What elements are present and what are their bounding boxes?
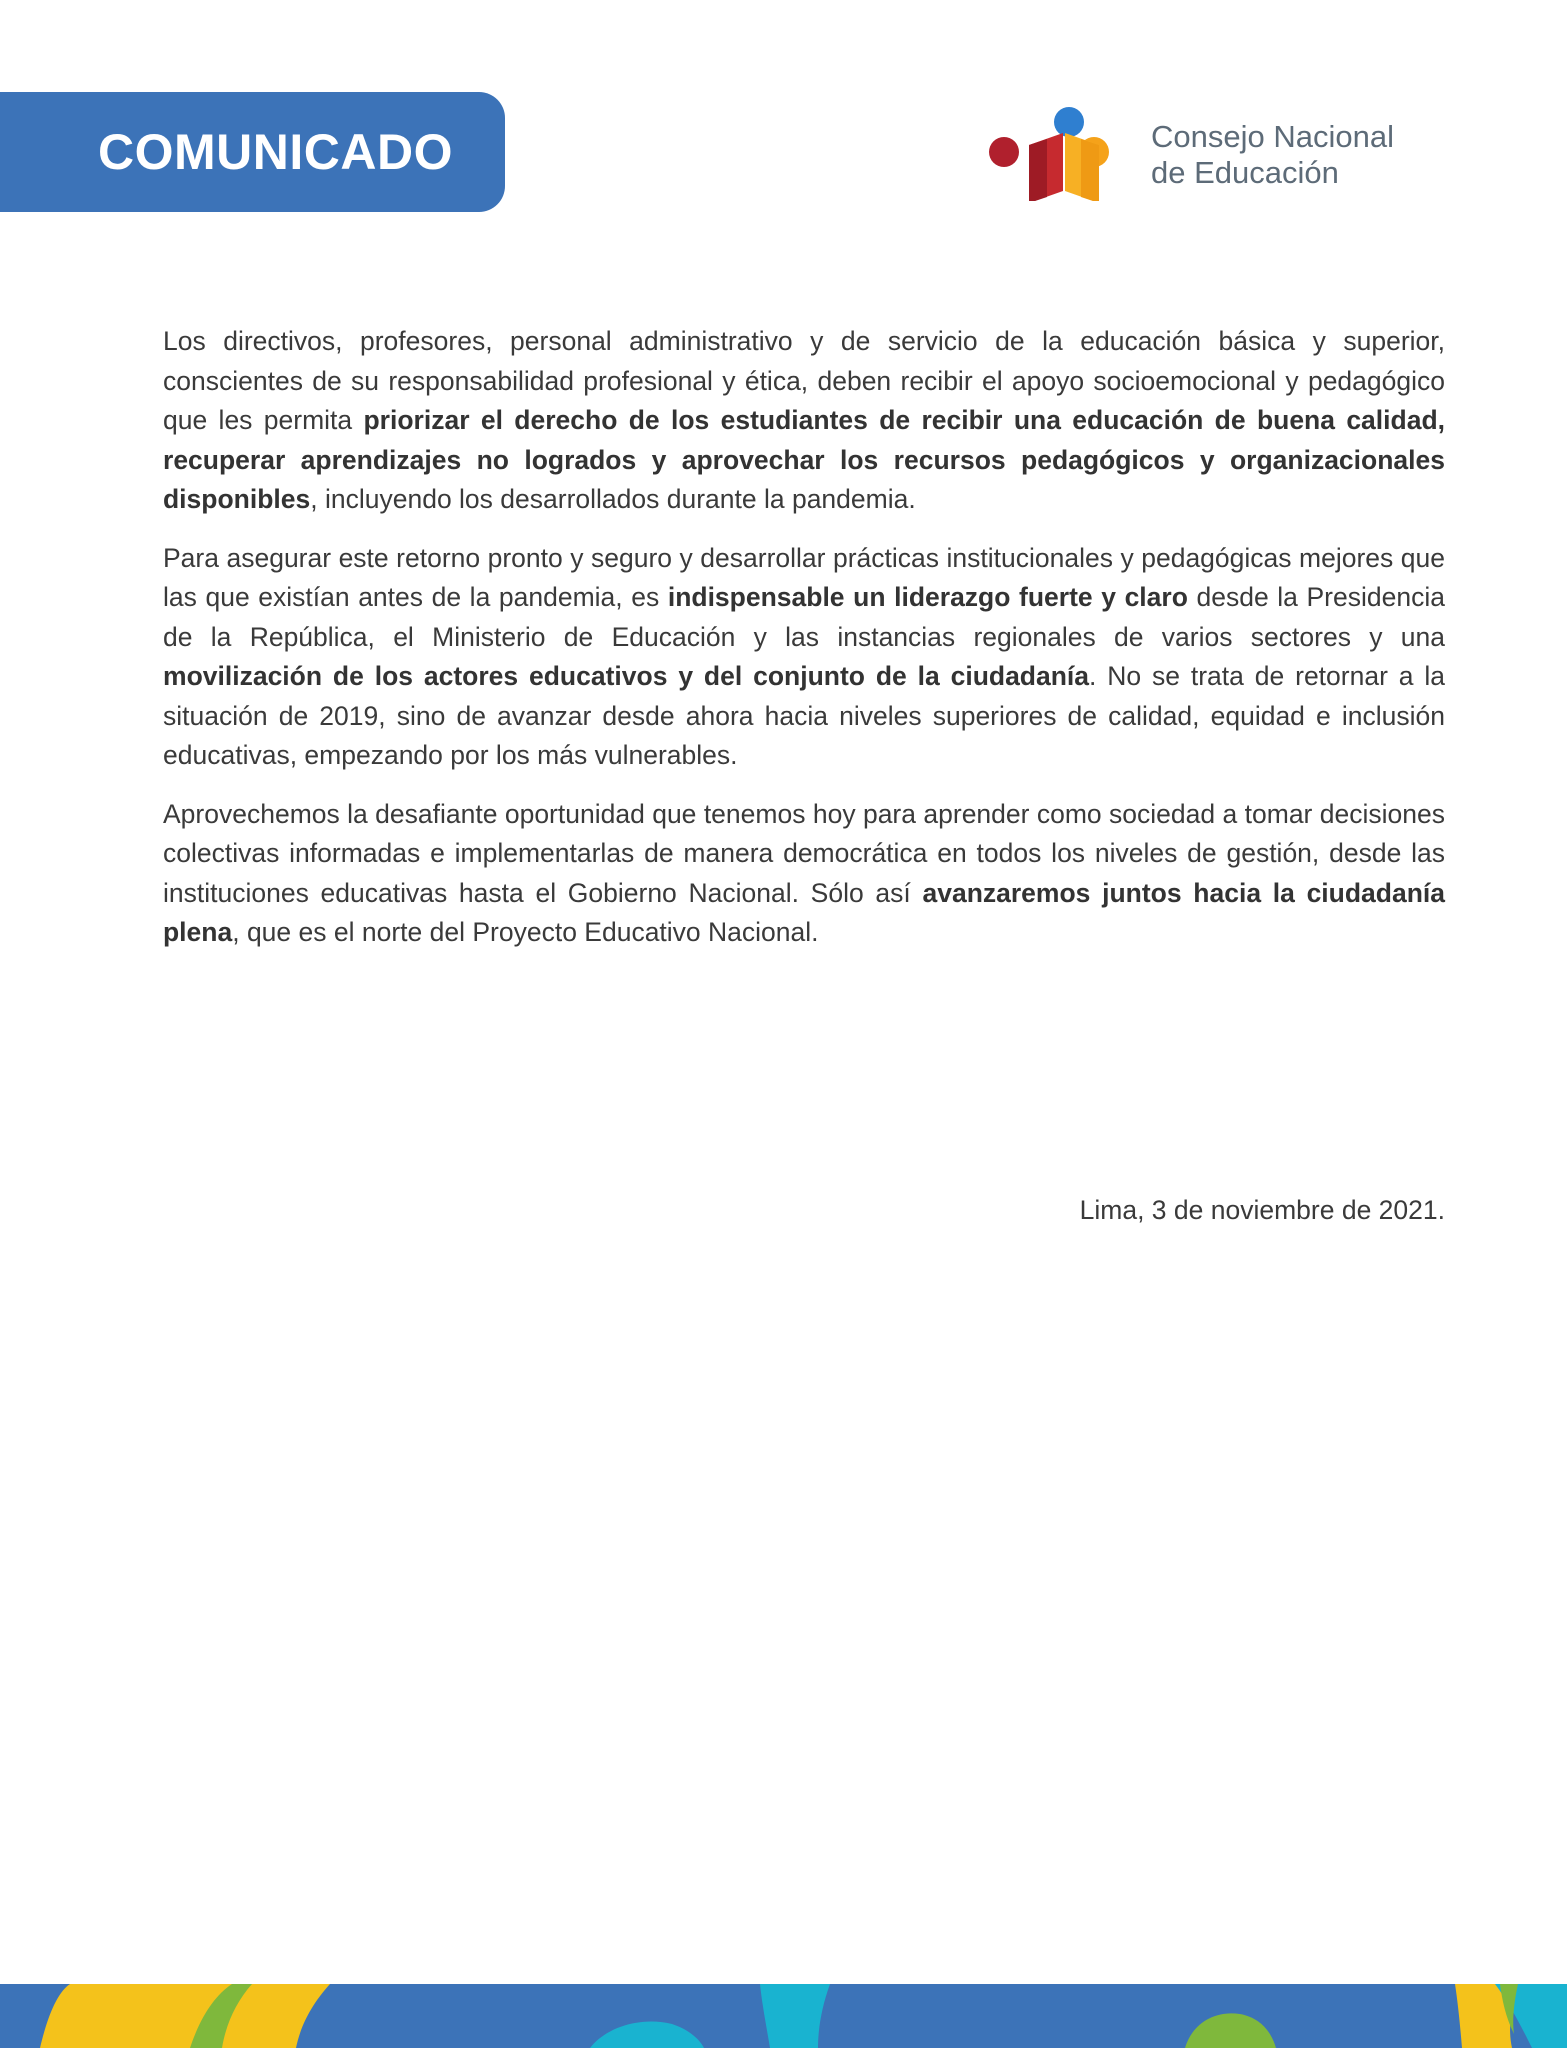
- p2-text-3: . No se trata de retornar a la situación de 2019, sino de avanzar desde ahora hacia niveles superiores de calidad, equidad e inclusión educativas, empezando por los más vulnerables.: [163, 661, 1446, 770]
- footer-decoration: [0, 1984, 1567, 2048]
- p1-bold-1: priorizar el derecho de los estudiantes de recibir una educación de buena calidad, recuperar aprendizajes no logrados y aprovechar los recursos pedagógicos y organizacionales disponibles: [163, 405, 1445, 514]
- logo-line-2: de Educación: [1151, 155, 1339, 190]
- p3-text-2: , que es el norte del Proyecto Educativo Nacional.: [232, 917, 819, 947]
- logo-text: [1151, 119, 1394, 191]
- banner-title: COMUNICADO: [98, 124, 453, 180]
- p2-bold-2: movilización de los actores educativos y del conjunto de la ciudadanía: [163, 661, 1090, 691]
- p2-text-2: desde la Presidencia de la República, el Ministerio de Educación y las instancias regionales de varios sectores y una: [163, 582, 1445, 652]
- date-signoff: Lima, 3 de noviembre de 2021.: [1079, 1195, 1445, 1225]
- logo-line-1: Consejo Nacional: [1151, 119, 1394, 154]
- p2-bold-1: indispensable un liderazgo fuerte y claro: [667, 582, 1188, 612]
- p1-text-1: Los directivos, profesores, personal administrativo y de servicio de la educación básica y superior, conscientes de su responsabilidad profesional y ética, deben recibir el apoyo socioemocional y pedagógico que les permita: [163, 326, 1445, 435]
- cne-logo: [985, 105, 1415, 205]
- p2-text-1: Para asegurar este retorno pronto y seguro y desarrollar prácticas institucionales y pedagógicas mejores que las que existían antes de la pandemia, es: [163, 542, 1445, 612]
- p3-text-1: Aprovechemos la desafiante oportunidad que tenemos hoy para aprender como sociedad a tomar decisiones colectivas informadas e implementarlas de manera democrática en todos los niveles de gestión, desde las instituciones educativas hasta el Gobierno Nacional. Sólo así: [163, 798, 1445, 908]
- paragraph-1: [163, 322, 1445, 520]
- header-banner: [0, 92, 505, 212]
- paragraph-2: [163, 539, 1445, 776]
- logo-red-dot: [989, 137, 1019, 167]
- logo-blue-dot: [1054, 107, 1084, 137]
- p3-bold-1: avanzaremos juntos hacia la ciudadanía plena: [163, 877, 1445, 947]
- cne-logo-icon: [985, 105, 1113, 201]
- paragraph-3: [163, 795, 1445, 953]
- p1-text-2: , incluyendo los desarrollados durante la pandemia.: [310, 484, 916, 514]
- communique-body: [163, 322, 1445, 972]
